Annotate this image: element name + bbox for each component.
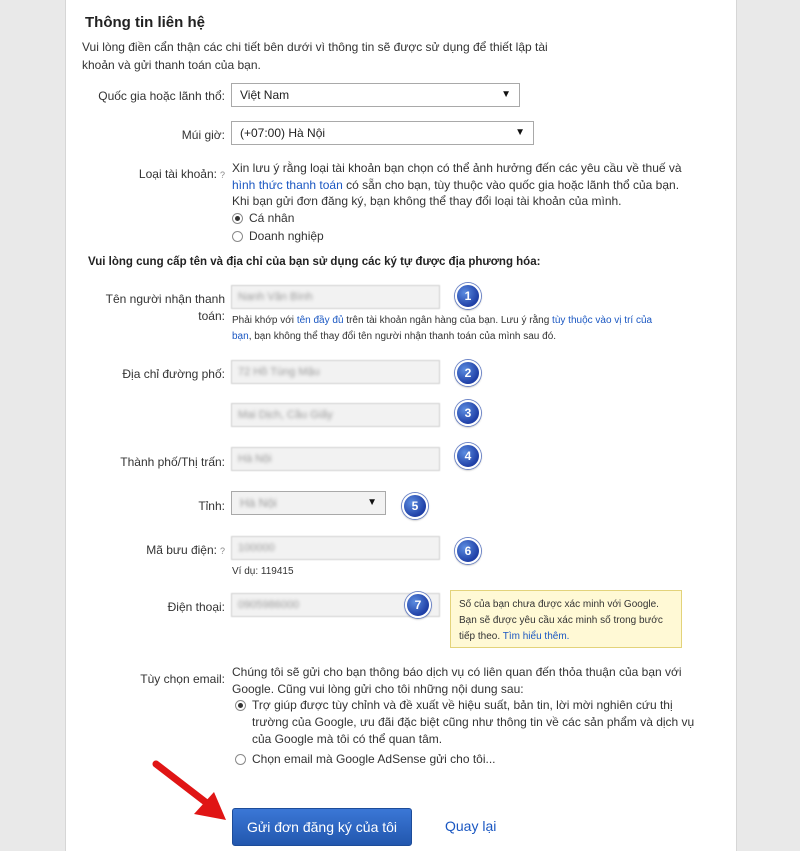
- location-link[interactable]: tùy thuộc vào vị trí của: [552, 315, 653, 326]
- street-line1-value: 72 Hồ Tùng Mậu: [238, 366, 320, 378]
- email-opt1-line1: Trợ giúp được tùy chỉnh và đề xuất về hiệu suất, bản tin, lời mời nghiên cứu thị: [252, 698, 673, 712]
- postal-value: 100000: [238, 542, 275, 554]
- timezone-select[interactable]: [231, 121, 534, 145]
- timezone-label: Múi giờ:: [181, 128, 225, 142]
- street-line1-input[interactable]: [231, 360, 440, 384]
- payment-methods-link[interactable]: hình thức thanh toán: [232, 178, 343, 192]
- city-label: Thành phố/Thị trấn:: [120, 455, 225, 469]
- payee-label-1: Tên người nhận thanh: [105, 292, 225, 306]
- email-opt1-line3: của Google mà tôi có thể quan tâm.: [252, 732, 443, 746]
- payee-note-1: [232, 313, 652, 329]
- street-line2-value: Mai Dịch, Cầu Giấy: [238, 409, 333, 421]
- radio-business[interactable]: [232, 231, 243, 242]
- step-badge-7: 7: [405, 592, 431, 618]
- payee-note-text-a: Phải khớp với: [232, 315, 297, 326]
- street-label: Địa chỉ đường phố:: [122, 367, 225, 381]
- radio-email-choose[interactable]: [235, 754, 246, 765]
- country-label: Quốc gia hoặc lãnh thổ:: [98, 89, 225, 103]
- email-intro-1: Chúng tôi sẽ gửi cho bạn thông báo dịch vụ có liên quan đến thỏa thuận của bạn với: [232, 665, 682, 679]
- city-input[interactable]: [231, 447, 440, 471]
- postal-label-wrap: [60, 543, 225, 557]
- email-intro-2: Google. Cũng vui lòng gửi cho tôi những nội dung sau:: [232, 682, 524, 696]
- postal-example: Ví dụ: 119415: [232, 566, 294, 577]
- dropdown-arrow-icon: ▼: [367, 497, 377, 508]
- street-line2-input[interactable]: [231, 403, 440, 427]
- email-opt1-line2: trường của Google, ưu đãi đặc biệt cũng như thông tin về các sản phẩm và dịch vụ: [252, 715, 695, 729]
- province-select[interactable]: [231, 491, 386, 515]
- account-type-note-2-text: có sẵn cho bạn, tùy thuộc vào quốc gia hoặc lãnh thổ của bạn.: [342, 178, 680, 192]
- postal-label: Mã bưu điện:: [146, 543, 217, 557]
- radio-individual-label: Cá nhân: [249, 211, 295, 225]
- red-arrow-icon: [150, 758, 235, 828]
- country-select[interactable]: [231, 83, 520, 107]
- phone-value: 0905986000: [238, 599, 300, 611]
- step-badge-4: 4: [455, 443, 481, 469]
- account-type-label: Loại tài khoản:: [138, 167, 217, 181]
- radio-email-tips[interactable]: [235, 700, 246, 711]
- tip-line-3: [459, 629, 673, 645]
- help-icon[interactable]: ?: [219, 545, 225, 556]
- account-type-note-3: Khi bạn gửi đơn đăng ký, bạn không thể thay đổi loại tài khoản của mình.: [232, 194, 622, 208]
- timezone-value: (+07:00) Hà Nội: [240, 126, 326, 140]
- email-opt2: Chọn email mà Google AdSense gửi cho tôi...: [252, 752, 496, 766]
- city-value: Hà Nội: [238, 453, 272, 465]
- tip-text: tiếp theo.: [459, 631, 503, 642]
- account-type-note-2: [232, 178, 679, 192]
- dropdown-arrow-icon: ▼: [501, 89, 511, 100]
- country-value: Việt Nam: [240, 88, 290, 102]
- phone-verify-tip: [450, 590, 682, 648]
- step-badge-5: 5: [402, 493, 428, 519]
- account-type-label-wrap: [60, 167, 225, 181]
- intro-line-1: Vui lòng điền cẩn thận các chi tiết bên dưới vì thông tin sẽ được sử dụng để thiết lập tài: [82, 40, 548, 54]
- postal-input[interactable]: [231, 536, 440, 560]
- province-label: Tỉnh:: [198, 499, 225, 513]
- payee-name-value: Nanh Văn Bình: [238, 291, 313, 303]
- submit-application-button[interactable]: Gửi đơn đăng ký của tôi: [232, 808, 412, 846]
- radio-business-label: Doanh nghiệp: [249, 229, 324, 243]
- location-link-cont[interactable]: bạn: [232, 331, 249, 342]
- email-label: Tùy chọn email:: [140, 672, 225, 686]
- tip-line-1: Số của bạn chưa được xác minh với Google.: [459, 599, 659, 610]
- payee-note-2: [232, 329, 556, 345]
- payee-note-text-b: trên tài khoản ngân hàng của bạn. Lưu ý rằng: [343, 315, 553, 326]
- radio-individual[interactable]: [232, 213, 243, 224]
- localized-heading: Vui lòng cung cấp tên và địa chỉ của bạn sử dụng các ký tự được địa phương hóa:: [88, 256, 541, 268]
- step-badge-6: 6: [455, 538, 481, 564]
- phone-label: Điện thoại:: [167, 600, 225, 614]
- step-badge-2: 2: [455, 360, 481, 386]
- back-link[interactable]: Quay lại: [445, 818, 497, 834]
- section-title: Thông tin liên hệ: [85, 14, 205, 31]
- full-name-link[interactable]: tên đầy đủ: [296, 315, 344, 326]
- account-type-note-1: Xin lưu ý rằng loại tài khoản bạn chọn có thể ảnh hưởng đến các yêu cầu về thuế và: [232, 161, 682, 175]
- help-icon[interactable]: ?: [219, 169, 225, 180]
- intro-line-2: khoản và gửi thanh toán của bạn.: [82, 58, 261, 72]
- payee-note-text-c: , bạn không thể thay đổi tên người nhận thanh toán của mình sau đó.: [248, 331, 557, 342]
- payee-name-input[interactable]: [231, 285, 440, 309]
- learn-more-link[interactable]: Tìm hiểu thêm.: [502, 631, 570, 642]
- step-badge-3: 3: [455, 400, 481, 426]
- payee-label-2: toán:: [198, 309, 225, 323]
- dropdown-arrow-icon: ▼: [515, 127, 525, 138]
- step-badge-1: 1: [455, 283, 481, 309]
- tip-line-2: Bạn sẽ được yêu cầu xác minh số trong bước: [459, 615, 663, 626]
- province-value: Hà Nội: [240, 496, 277, 510]
